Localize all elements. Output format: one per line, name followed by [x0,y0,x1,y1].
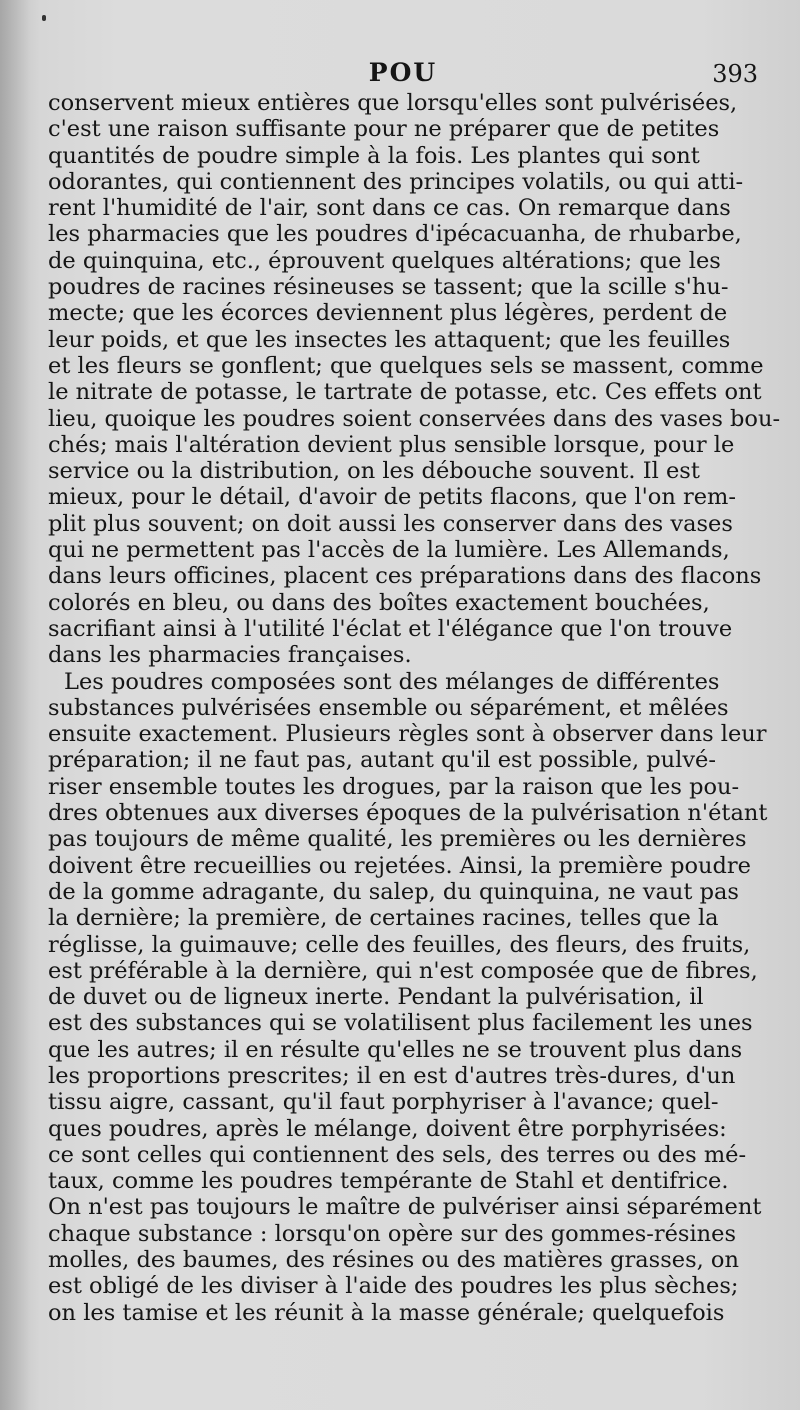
text-line: chaque substance : lorsqu'on opère sur des gommes-résines [48,1220,737,1247]
text-line: conservent mieux entières que lorsqu'elles sont pulvérisées, [48,90,738,116]
text-line: dres obtenues aux diverses époques de la pulvérisation n'étant [48,800,768,827]
text-line: taux, comme les poudres tempérante de Stahl et dentifrice. [48,1168,729,1195]
text-line: pas toujours de même qualité, les premières ou les dernières [48,826,747,853]
text-line: la dernière; la première, de certaines racines, telles que la [48,905,719,932]
text-line: et les fleurs se gonflent; que quelques sels se massent, comme [48,352,764,379]
text-line: quantités de poudre simple à la fois. Les plantes qui sont [48,142,700,169]
page-header [48,58,758,90]
text-line: est préférable à la dernière, qui n'est composée que de fibres, [48,957,758,984]
text-line: on les tamise et les réunit à la masse générale; quelquefois [48,1299,725,1326]
text-line: mecte; que les écorces deviennent plus légères, perdent de [48,300,728,327]
text-line: de duvet ou de ligneux inerte. Pendant la pulvérisation, il [48,984,704,1011]
text-line: qui ne permettent pas l'accès de la lumière. Les Allemands, [48,537,730,564]
text-line: ce sont celles qui contiennent des sels, des terres ou des mé- [48,1141,747,1168]
text-line: service ou la distribution, on les débouche souvent. Il est [48,458,700,485]
paragraph-start-line: Les poudres composées sont des mélanges de différentes [64,668,720,695]
paragraph-end-line: dans les pharmacies françaises. [48,642,412,669]
text-line: est obligé de les diviser à l'aide des poudres les plus sèches; [48,1273,739,1300]
text-line: est des substances qui se volatilisent plus facilement les unes [48,1010,753,1037]
text-line: ques poudres, après le mélange, doivent être porphyrisées: [48,1115,727,1142]
running-head: POU [368,58,438,87]
text-line: substances pulvérisées ensemble ou séparément, et mêlées [48,694,729,721]
text-line: sacrifiant ainsi à l'utilité l'éclat et l'élégance que l'on trouve [48,615,733,642]
text-line: de quinquina, etc., éprouvent quelques altérations; que les [48,247,721,274]
text-line: colorés en bleu, ou dans des boîtes exactement bouchées, [48,589,710,616]
text-line: lieu, quoique les poudres soient conservées dans des vases bou- [48,405,781,432]
text-line: dans leurs officines, placent ces préparations dans des flacons [48,563,762,590]
text-line: préparation; il ne faut pas, autant qu'il est possible, pulvé- [48,747,716,774]
text-line: le nitrate de potasse, le tartrate de potasse, etc. Ces effets ont [48,379,762,406]
page-number: 393 [712,60,758,88]
text-line: que les autres; il en résulte qu'elles ne se trouvent plus dans [48,1036,743,1063]
text-line: On n'est pas toujours le maître de pulvériser ainsi séparément [48,1194,762,1221]
text-line: de la gomme adragante, du salep, du quinquina, ne vaut pas [48,878,739,905]
text-line: rent l'humidité de l'air, sont dans ce cas. On remarque dans [48,195,731,222]
text-line: leur poids, et que les insectes les attaquent; que les feuilles [48,326,731,353]
print-speck [42,15,46,21]
text-line: tissu aigre, cassant, qu'il faut porphyriser à l'avance; quel- [48,1089,719,1116]
text-line: les pharmacies que les poudres d'ipécacuanha, de rhubarbe, [48,221,742,248]
text-line: réglisse, la guimauve; celle des feuilles, des fleurs, des fruits, [48,931,751,958]
text-line: mieux, pour le détail, d'avoir de petits flacons, que l'on rem- [48,484,736,511]
text-line: odorantes, qui contiennent des principes volatils, ou qui atti- [48,168,744,195]
text-line: doivent être recueillies ou rejetées. Ainsi, la première poudre [48,852,751,879]
text-line: ensuite exactement. Plusieurs règles sont à observer dans leur [48,721,767,748]
text-line: riser ensemble toutes les drogues, par la raison que les pou- [48,773,740,800]
text-line: les proportions prescrites; il en est d'autres très-dures, d'un [48,1062,736,1089]
text-line: poudres de racines résineuses se tassent; que la scille s'hu- [48,274,729,301]
text-line: molles, des baumes, des résines ou des matières grasses, on [48,1247,739,1274]
text-line: plit plus souvent; on doit aussi les conserver dans des vases [48,510,733,537]
body-text [48,90,781,1326]
text-line: c'est une raison suffisante pour ne préparer que de petites [48,116,720,143]
text-line: chés; mais l'altération devient plus sensible lorsque, pour le [48,431,735,458]
